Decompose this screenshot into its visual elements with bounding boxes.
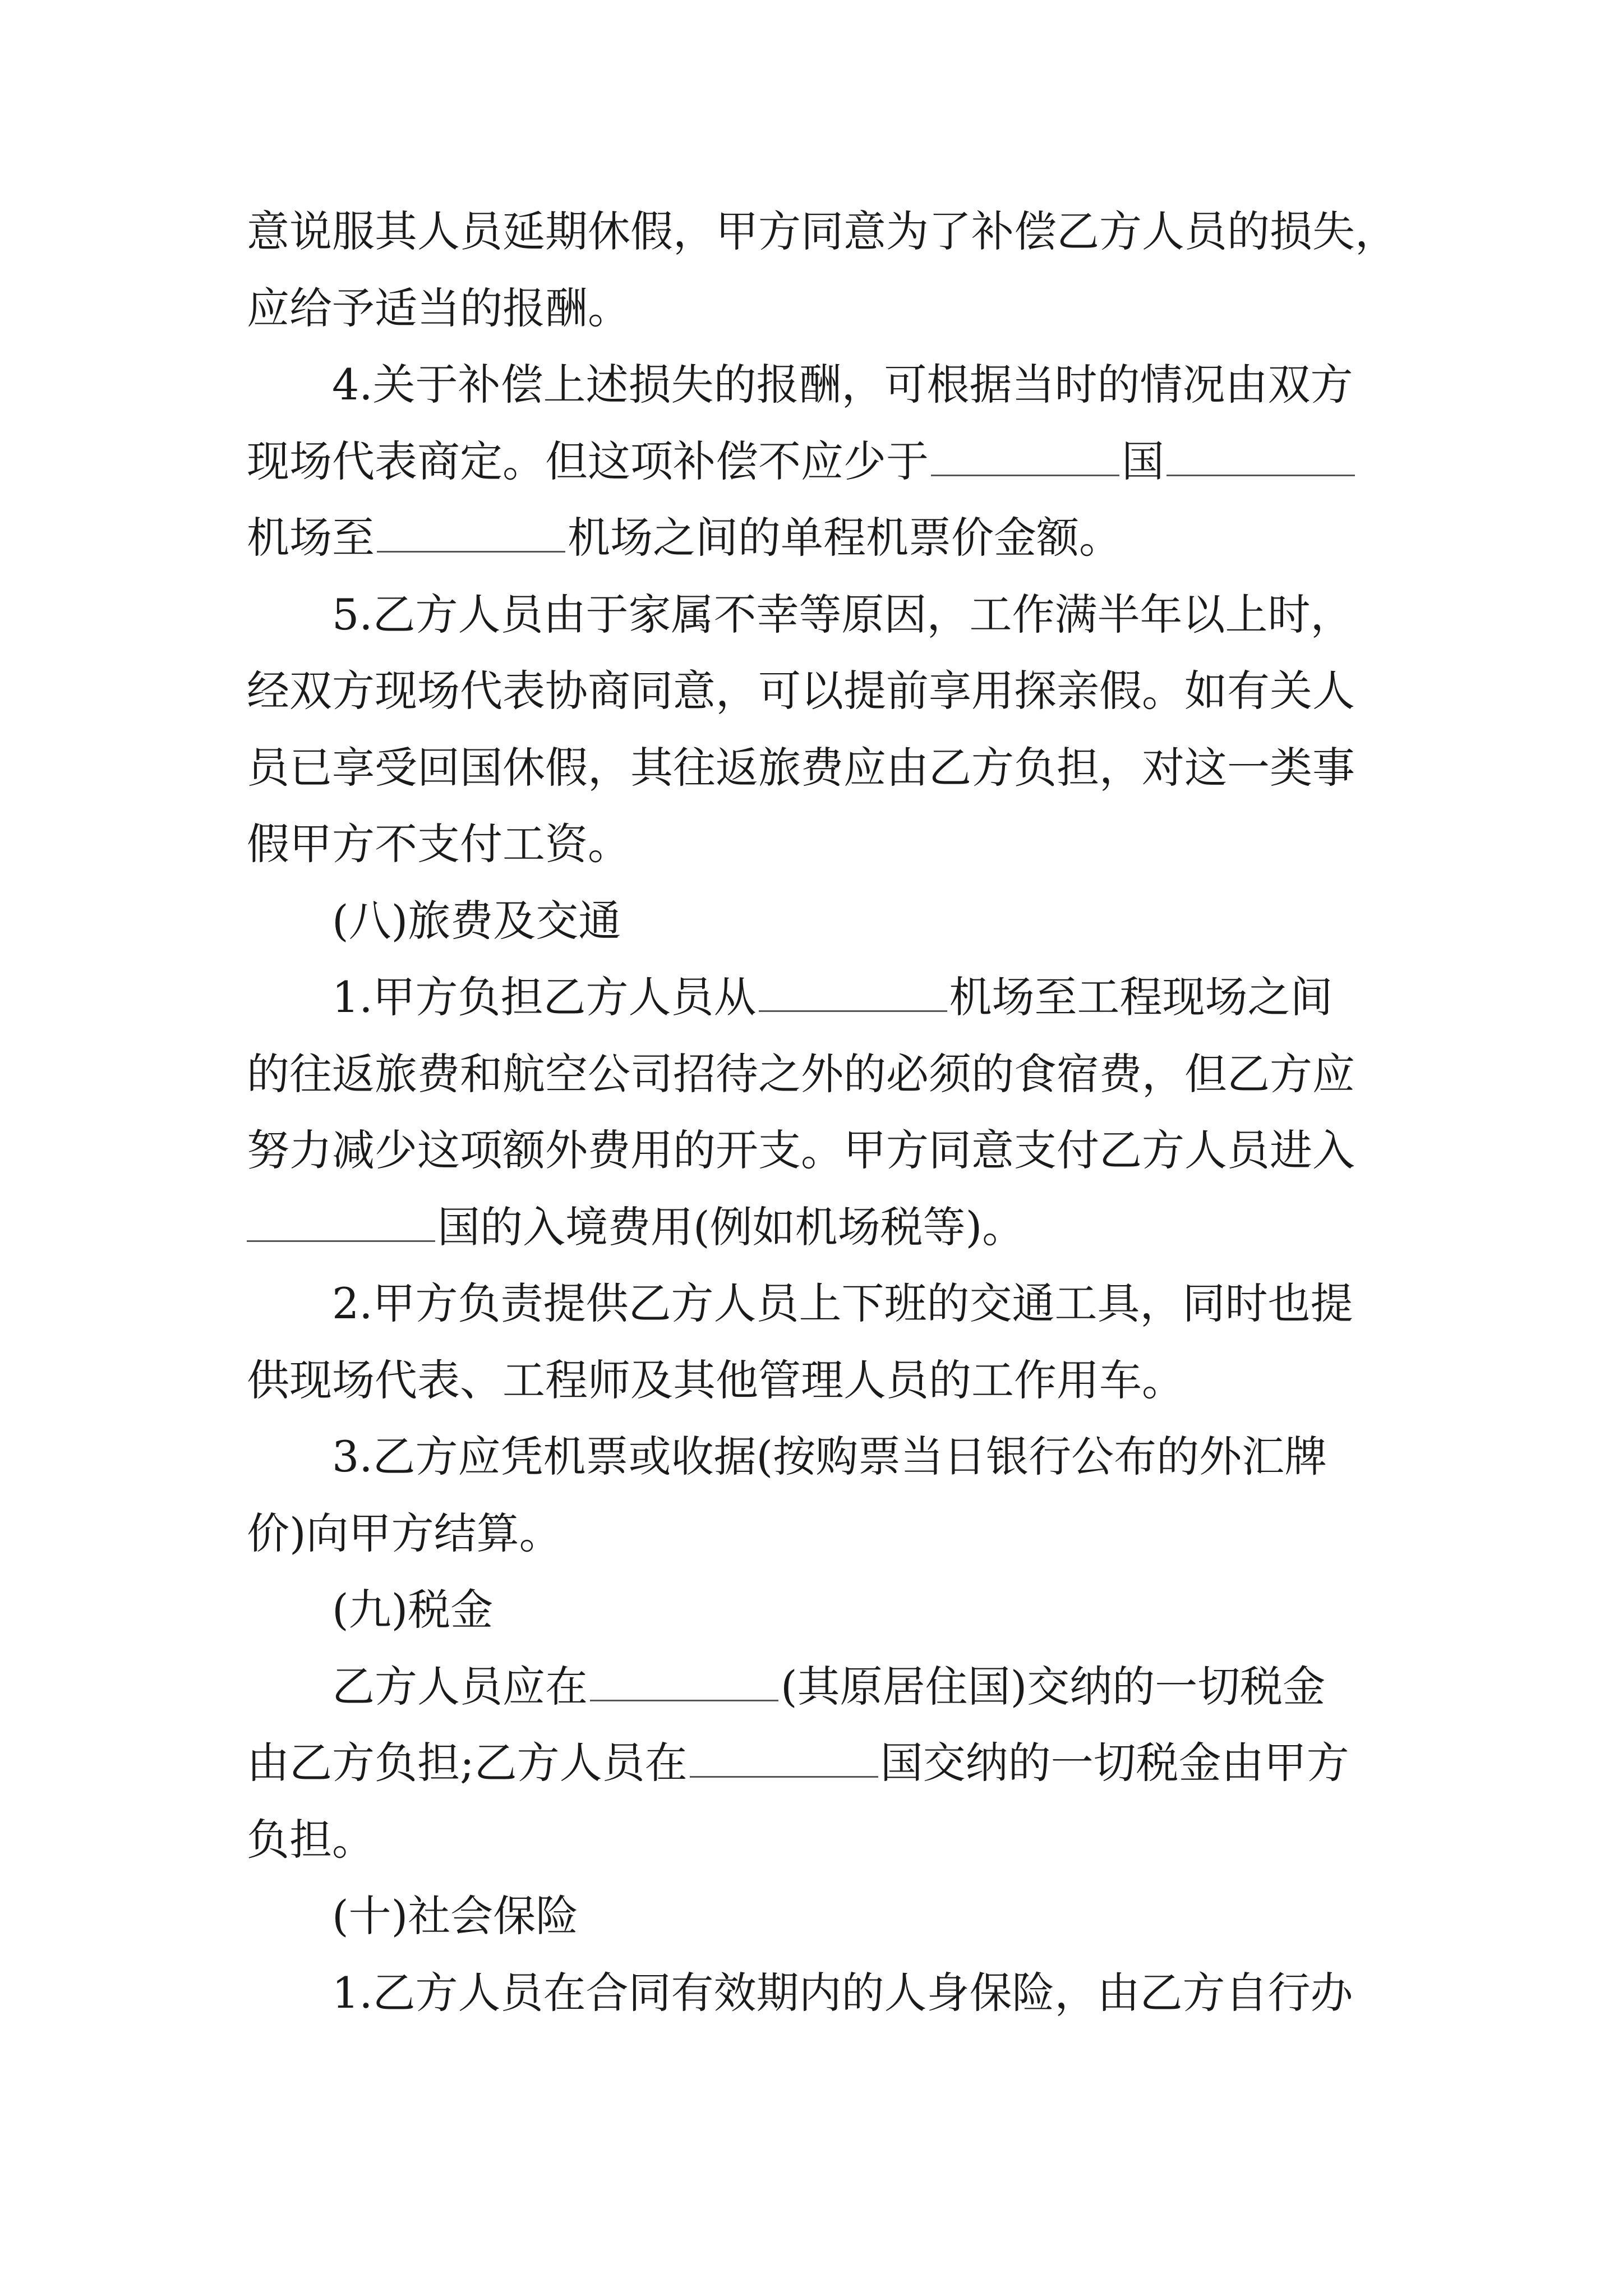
text-line: [247, 1036, 1424, 1113]
text-line: [247, 1802, 1424, 1879]
text-line: [247, 653, 1424, 730]
text-segment: 机场之间的单程机票价金额。: [568, 513, 1122, 563]
text-segment: (十)社会保险: [332, 1891, 579, 1941]
section-heading: [247, 883, 1424, 960]
paragraph-start: [247, 1649, 1424, 1726]
text-segment: 乙方人员应在: [332, 1661, 588, 1711]
text-segment: 由乙方负担;乙方人员在: [247, 1738, 688, 1788]
text-segment: 假甲方不支付工资。: [247, 819, 630, 869]
text-segment: (八)旅费及交通: [332, 895, 621, 946]
text-segment: 国交纳的一切税金由甲方: [880, 1738, 1349, 1788]
text-line: [247, 806, 1424, 883]
section-heading: [247, 1878, 1424, 1955]
fill-in-blank: [931, 441, 1119, 476]
text-segment: 应给予适当的报酬。: [247, 283, 630, 333]
paragraph-start: [247, 1955, 1424, 2032]
paragraph-start: [247, 577, 1424, 654]
text-segment: 现场代表商定。但这项补偿不应少于: [247, 436, 929, 486]
text-segment: 国的入境费用(例如机场税等)。: [437, 1202, 1025, 1252]
text-segment: 5.乙方人员由于家属不幸等原因，工作满半年以上时，: [332, 589, 1353, 639]
text-line: [247, 270, 1424, 347]
text-segment: 员已享受回国休假，其往返旅费应由乙方负担，对这一类事: [247, 742, 1355, 793]
text-segment: 供现场代表、工程师及其他管理人员的工作用车。: [247, 1355, 1184, 1405]
text-segment: 机场至工程现场之间: [949, 972, 1333, 1022]
text-segment: 1.甲方负担乙方人员从: [332, 972, 757, 1022]
text-segment: 2.甲方负责提供乙方人员上下班的交通工具，同时也提: [332, 1278, 1353, 1328]
fill-in-blank: [1166, 441, 1355, 476]
text-line: [247, 1342, 1424, 1419]
text-line: [247, 194, 1424, 270]
text-line: [247, 500, 1424, 577]
text-segment: 负担。: [247, 1814, 375, 1865]
text-line: [247, 424, 1424, 500]
text-line: [247, 1496, 1424, 1572]
section-heading: [247, 1572, 1424, 1649]
text-segment: 的往返旅费和航空公司招待之外的必须的食宿费，但乙方应: [247, 1048, 1355, 1099]
fill-in-blank: [590, 1666, 778, 1701]
text-segment: 意说服其人员延期休假，甲方同意为了补偿乙方人员的损失，: [247, 206, 1398, 256]
text-line: [247, 1189, 1424, 1266]
text-segment: (九)税金: [332, 1585, 494, 1635]
text-line: [247, 1725, 1424, 1802]
text-segment: (其原居住国)交纳的一切税金: [781, 1661, 1326, 1711]
paragraph-start: [247, 1266, 1424, 1342]
text-segment: 价)向甲方结算。: [247, 1508, 562, 1558]
paragraph-start: [247, 347, 1424, 424]
text-segment: 经双方现场代表协商同意，可以提前享用探亲假。如有关人: [247, 666, 1355, 716]
text-line: [247, 1112, 1424, 1189]
paragraph-start: [247, 959, 1424, 1036]
fill-in-blank: [690, 1742, 878, 1778]
text-segment: 努力减少这项额外费用的开支。甲方同意支付乙方人员进入: [247, 1125, 1355, 1175]
text-segment: 1.乙方人员在合同有效期内的人身保险，由乙方自行办: [332, 1967, 1353, 2018]
text-line: [247, 730, 1424, 807]
paragraph-start: [247, 1419, 1424, 1496]
text-segment: 机场至: [247, 513, 375, 563]
text-segment: 国: [1122, 436, 1164, 486]
fill-in-blank: [247, 1207, 435, 1242]
document-body: [247, 194, 1424, 2031]
fill-in-blank: [759, 977, 947, 1012]
fill-in-blank: [377, 517, 565, 553]
text-segment: 4.关于补偿上述损失的报酬，可根据当时的情况由双方: [332, 360, 1353, 409]
text-segment: 3.乙方应凭机票或收据(按购票当日银行公布的外汇牌: [332, 1432, 1327, 1481]
